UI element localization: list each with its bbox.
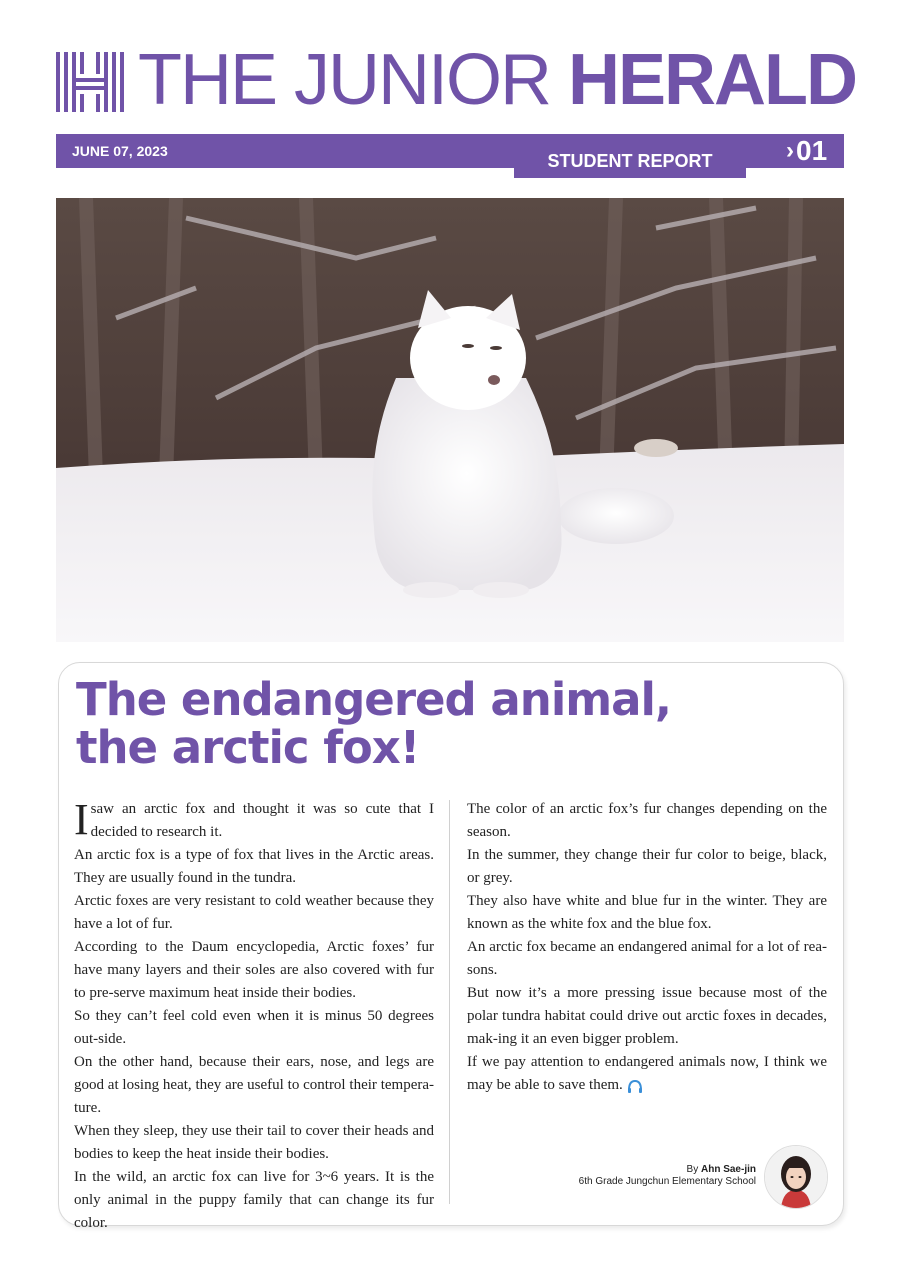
chevron-right-icon: › [786,137,794,164]
headline-line-1: The endangered animal, [76,673,672,726]
closing-paragraph-text: If we pay attention to endangered animals now, I think we may be able to save them. [467,1054,827,1093]
article-paragraph: In the summer, they change their fur color to beige, black, or grey. [467,847,827,886]
article-paragraph: When they sleep, they use their tail to cover their heads and bodies to keep the heat inside their bodies. [74,1123,434,1162]
end-mark-icon [627,1079,643,1093]
herald-logo-icon [56,52,124,112]
article-paragraph: An arctic fox is a type of fox that lives in the Arctic areas. They are usually found in the tundra. [74,847,434,886]
article-headline [76,673,672,774]
masthead-title [138,40,856,120]
article-paragraph: The color of an arctic fox’s fur changes depending on the season. [467,801,827,840]
column-divider [449,800,450,1204]
issue-number [786,134,827,168]
article-paragraph: So they can’t feel cold even when it is minus 50 degrees out-side. [74,1008,434,1047]
article-right-column [467,798,827,1097]
article-paragraph: Arctic foxes are very resistant to cold weather because they have a lot of fur. [74,893,434,932]
article-paragraph: But now it’s a more pressing issue because most of the polar tundra habitat could drive out arctic foxes in decades, mak-ing it an even bigger problem. [467,985,827,1047]
masthead-title-light: THE JUNIOR [138,40,550,120]
article-paragraph [74,795,434,844]
byline-author: Ahn Sae-jin [700,1164,756,1175]
article-paragraph: An arctic fox became an endangered animal for a lot of rea-sons. [467,939,827,978]
section-label: STUDENT REPORT [547,151,713,171]
paragraph-text: saw an arctic fox and thought it was so cute that I decided to research it. [90,801,434,840]
article-left-column [74,795,434,1235]
arctic-fox-photo [56,198,844,642]
byline-author-line [579,1164,756,1176]
issue-number-value: 01 [796,135,828,166]
article-paragraph: On the other hand, because their ears, nose, and legs are good at losing heat, they are useful to control their tempera-ture. [74,1054,434,1116]
headline-line-2: the arctic fox! [76,721,420,774]
article-paragraph: In the wild, an arctic fox can live for 3~6 years. It is the only animal in the puppy family that can change its fur color. [74,1169,434,1231]
byline-by: By [686,1164,701,1175]
byline [579,1164,756,1188]
author-avatar [764,1145,828,1209]
drop-cap: I [74,795,89,844]
article-paragraph [467,1051,827,1097]
article-paragraph: According to the Daum encyclopedia, Arctic foxes’ fur have many layers and their soles are also covered with fur to pre-serve maximum heat inside their bodies. [74,939,434,1001]
byline-school: 6th Grade Jungchun Elementary School [578,1176,756,1187]
issue-date: JUNE 07, 2023 [72,143,168,159]
masthead-title-bold: HERALD [568,40,856,120]
article-paragraph: They also have white and blue fur in the winter. They are known as the white fox and the blue fox. [467,893,827,932]
